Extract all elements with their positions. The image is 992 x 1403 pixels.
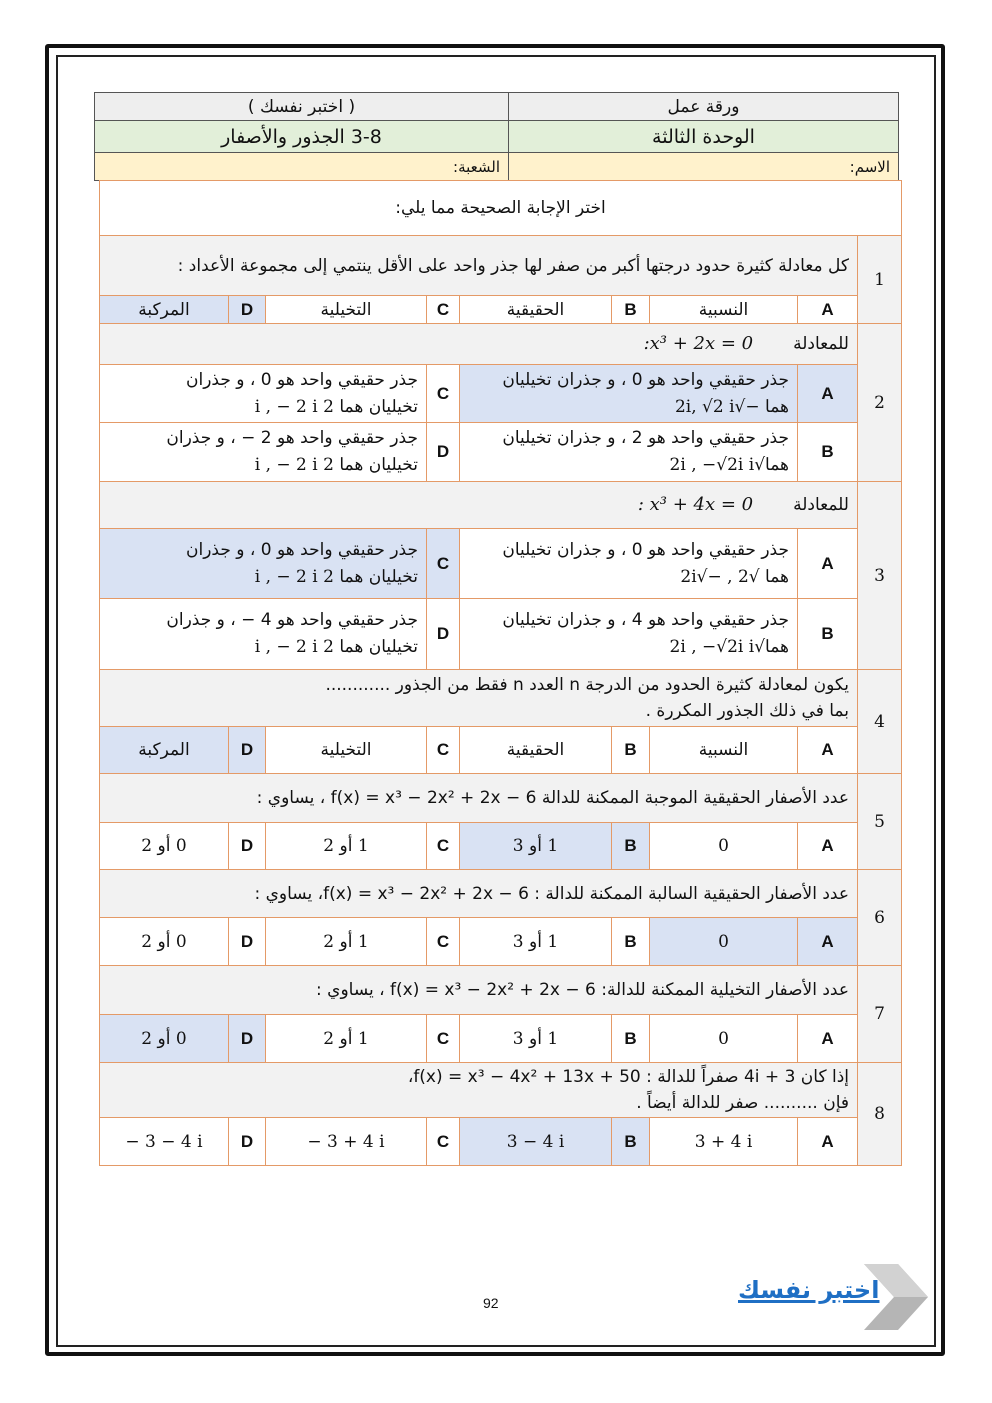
- header-table: [94, 92, 899, 181]
- equation: :x³ + 2x = 0: [643, 333, 754, 354]
- option-letter-c[interactable]: C: [427, 1118, 460, 1166]
- option-line: تخيليان هما 2 i , − 2 i: [254, 455, 418, 475]
- option-letter-b[interactable]: B: [798, 599, 858, 670]
- equation: : x³ + 4x = 0: [637, 494, 754, 515]
- instruction: اختر الإجابة الصحيحة مما يلي:: [100, 181, 902, 236]
- option-c[interactable]: التخيلية: [266, 727, 427, 774]
- option-c[interactable]: [100, 365, 427, 423]
- option-a[interactable]: 3 + 4 i: [650, 1118, 798, 1166]
- option-letter-b[interactable]: B: [798, 423, 858, 482]
- option-c[interactable]: 1 أو 2: [266, 1015, 427, 1063]
- option-letter-c[interactable]: C: [427, 1015, 460, 1063]
- question-number: 5: [858, 774, 902, 870]
- option-line: جذر حقيقي واحد هو 0 ، و جذران تخيليان: [502, 369, 789, 390]
- option-d-selected[interactable]: المركبة: [100, 296, 229, 324]
- option-letter-b[interactable]: B: [612, 918, 650, 966]
- question-prompt: [100, 1063, 858, 1118]
- option-b[interactable]: 1 أو 3: [460, 1015, 612, 1063]
- option-letter-a[interactable]: A: [798, 1118, 858, 1166]
- option-line: هما√2i , −√2i i: [669, 455, 789, 475]
- questions-table: [99, 180, 902, 1166]
- option-d[interactable]: 0 أو 2: [100, 823, 229, 870]
- option-a-selected[interactable]: 0: [650, 918, 798, 966]
- option-a[interactable]: 0: [650, 1015, 798, 1063]
- option-line: تخيليان هما 2 i , − 2 i: [254, 566, 418, 587]
- question-number: 4: [858, 670, 902, 774]
- name-field[interactable]: الاسم:: [509, 153, 899, 181]
- option-letter-c[interactable]: C: [427, 296, 460, 324]
- self-test-link[interactable]: اختبر نفسك: [738, 1276, 880, 1304]
- option-line: هما −√2i, √2 i: [674, 396, 789, 417]
- question-prompt: عدد الأصفار الحقيقية الموجبة الممكنة للدالة f(x) = x³ − 2x² + 2x − 6 ، يساوي :: [100, 774, 858, 823]
- option-line: جذر حقيقي واحد هو 4 ، و جذران تخيليان: [502, 610, 789, 630]
- option-d[interactable]: [100, 599, 427, 670]
- option-letter-c[interactable]: C: [427, 918, 460, 966]
- self-test-title: ( اختبر نفسك ): [95, 93, 509, 121]
- option-c[interactable]: 1 أو 2: [266, 823, 427, 870]
- option-d-selected[interactable]: المركبة: [100, 727, 229, 774]
- option-letter-a[interactable]: A: [798, 823, 858, 870]
- option-letter-c[interactable]: C: [427, 529, 460, 599]
- option-letter-c[interactable]: C: [427, 823, 460, 870]
- page-number: 92: [483, 1295, 499, 1311]
- option-line: جذر حقيقي واحد هو 2 ، و جذران تخيليان: [502, 428, 789, 448]
- section-field[interactable]: الشعبة:: [95, 153, 509, 181]
- question-prompt: عدد الأصفار الحقيقية السالبة الممكنة للدالة : f(x) = x³ − 2x² + 2x − 6، يساوي :: [100, 870, 858, 918]
- option-b[interactable]: [460, 423, 798, 482]
- option-letter-d[interactable]: D: [229, 918, 266, 966]
- option-a[interactable]: [460, 529, 798, 599]
- option-line: هما √2 , −√2i: [680, 566, 789, 587]
- question-prompt: [100, 482, 858, 529]
- option-a[interactable]: 0: [650, 823, 798, 870]
- question-prompt: [100, 670, 858, 727]
- option-letter-c[interactable]: C: [427, 727, 460, 774]
- prompt-line: بما في ذلك الجذور المكررة .: [645, 701, 849, 721]
- option-letter-b[interactable]: B: [612, 727, 650, 774]
- option-b-selected[interactable]: 1 أو 3: [460, 823, 612, 870]
- option-b[interactable]: 1 أو 3: [460, 918, 612, 966]
- option-letter-d[interactable]: D: [229, 727, 266, 774]
- option-a[interactable]: النسبية: [650, 296, 798, 324]
- option-c[interactable]: التخيلية: [266, 296, 427, 324]
- option-letter-a[interactable]: A: [798, 365, 858, 423]
- option-line: جذر حقيقي واحد هو 0 ، و جذران: [186, 539, 418, 560]
- prompt-line: إذا كان 3 + 4i صفراً للدالة : f(x) = x³ − 4x² + 13x + 50،: [407, 1067, 849, 1087]
- option-line: جذر حقيقي واحد هو 0 ، و جذران: [186, 369, 418, 390]
- option-letter-b[interactable]: B: [612, 1118, 650, 1166]
- question-number: 1: [858, 236, 902, 324]
- chevron-right-icon: [864, 1264, 930, 1330]
- question-number: 2: [858, 324, 902, 482]
- option-d[interactable]: 0 أو 2: [100, 918, 229, 966]
- option-letter-d[interactable]: D: [427, 423, 460, 482]
- option-line: تخيليان هما 2 i , − 2 i: [254, 637, 418, 657]
- option-letter-a[interactable]: A: [798, 296, 858, 324]
- option-d[interactable]: [100, 423, 427, 482]
- option-letter-d[interactable]: D: [229, 1118, 266, 1166]
- prompt-label: للمعادلة: [793, 495, 849, 515]
- option-b[interactable]: الحقيقية: [460, 727, 612, 774]
- question-number: 7: [858, 966, 902, 1063]
- option-b[interactable]: الحقيقية: [460, 296, 612, 324]
- option-letter-b[interactable]: B: [612, 823, 650, 870]
- option-c[interactable]: 1 أو 2: [266, 918, 427, 966]
- unit-title: الوحدة الثالثة: [509, 121, 899, 153]
- option-letter-b[interactable]: B: [612, 1015, 650, 1063]
- lesson-title: 3-8 الجذور والأصفار: [95, 121, 509, 153]
- prompt-line: فإن .......... صفر للدالة أيضاً .: [636, 1093, 849, 1113]
- option-b-selected[interactable]: 3 − 4 i: [460, 1118, 612, 1166]
- option-b[interactable]: [460, 599, 798, 670]
- option-line: جذر حقيقي واحد هو 0 ، و جذران تخيليان: [502, 539, 789, 560]
- option-line: جذر حقيقي واحد هو 2 − ، و جذران: [166, 428, 418, 448]
- question-prompt: [100, 324, 858, 365]
- option-c[interactable]: − 3 + 4 i: [266, 1118, 427, 1166]
- prompt-label: للمعادلة: [793, 334, 849, 354]
- question-number: 3: [858, 482, 902, 670]
- option-d[interactable]: − 3 − 4 i: [100, 1118, 229, 1166]
- question-prompt: كل معادلة كثيرة حدود درجتها أكبر من صفر لها جذر واحد على الأقل ينتمي إلى مجموعة الأعداد :: [100, 236, 858, 296]
- option-letter-d[interactable]: D: [427, 599, 460, 670]
- worksheet-title: ورقة عمل: [509, 93, 899, 121]
- option-letter-d[interactable]: D: [229, 823, 266, 870]
- option-letter-d[interactable]: D: [229, 296, 266, 324]
- option-a[interactable]: النسبية: [650, 727, 798, 774]
- question-prompt: عدد الأصفار التخيلية الممكنة للدالة: f(x) = x³ − 2x² + 2x − 6 ، يساوي :: [100, 966, 858, 1015]
- option-line: تخيليان هما 2 i , − 2 i: [254, 396, 418, 417]
- option-line: جذر حقيقي واحد هو 4 − ، و جذران: [166, 610, 418, 630]
- prompt-line: يكون لمعادلة كثيرة الحدود من الدرجة n العدد n فقط من الجذور ............: [325, 675, 849, 695]
- option-a-selected[interactable]: [460, 365, 798, 423]
- option-letter-a[interactable]: A: [798, 727, 858, 774]
- question-number: 8: [858, 1063, 902, 1166]
- option-letter-b[interactable]: B: [612, 296, 650, 324]
- option-letter-a[interactable]: A: [798, 1015, 858, 1063]
- option-letter-a[interactable]: A: [798, 918, 858, 966]
- option-letter-a[interactable]: A: [798, 529, 858, 599]
- option-line: هما√2i , −√2i i: [669, 637, 789, 657]
- option-letter-c[interactable]: C: [427, 365, 460, 423]
- question-number: 6: [858, 870, 902, 966]
- option-c-selected[interactable]: [100, 529, 427, 599]
- option-letter-d[interactable]: D: [229, 1015, 266, 1063]
- option-d-selected[interactable]: 0 أو 2: [100, 1015, 229, 1063]
